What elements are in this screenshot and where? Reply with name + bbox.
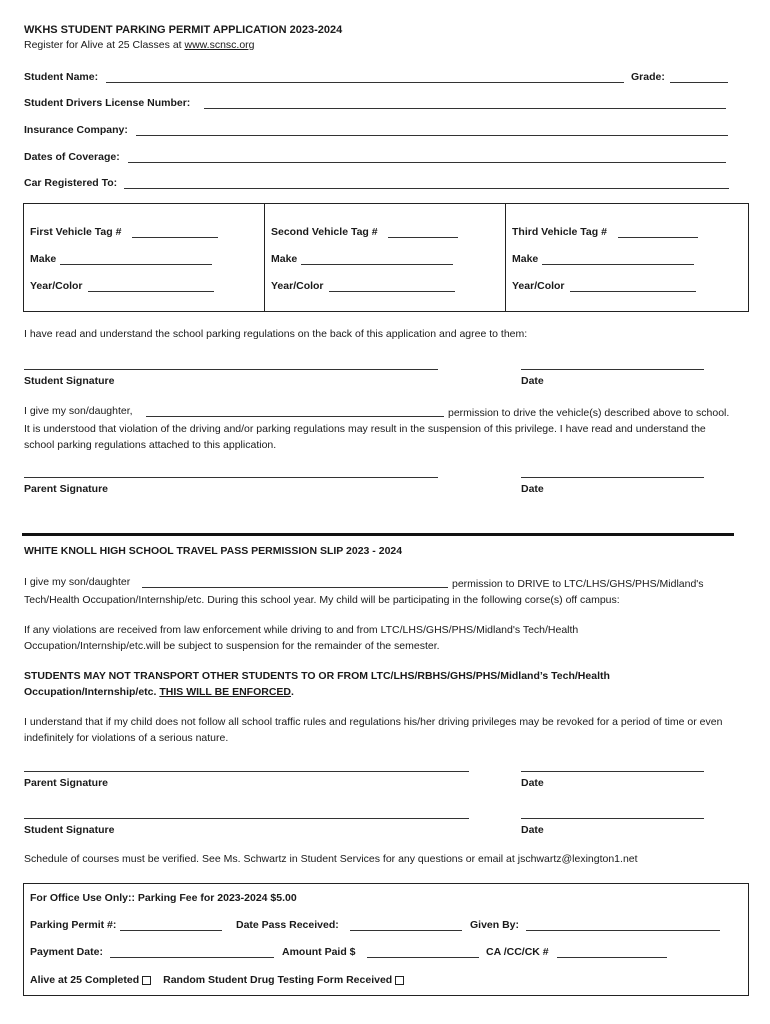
vehicle-2-year-label: Year/Color (271, 280, 324, 292)
form-title: WKHS STUDENT PARKING PERMIT APPLICATION 2023-2024 (24, 24, 343, 36)
date-label-2: Date (521, 483, 544, 495)
parent-permission-text: permission to drive the vehicle(s) described above to school. It is understood that violation of the driving and/or parking regulations may result in the suspension of this privilege. I have read and understand the school parking regulations attached to this application. (24, 407, 730, 451)
parking-permit-label: Parking Permit #: (30, 919, 117, 931)
vehicle-1-year-field[interactable] (88, 291, 214, 292)
date-pass-field[interactable] (350, 930, 462, 931)
date-label-1: Date (521, 375, 544, 387)
website-link[interactable]: www.scnsc.org (184, 39, 255, 51)
registered-label: Car Registered To: (24, 177, 118, 189)
date-label-3: Date (521, 777, 544, 789)
vehicle-3-year-field[interactable] (570, 291, 696, 292)
insurance-label: Insurance Company: (24, 124, 128, 136)
grade-field[interactable] (670, 82, 728, 83)
schedule-note: Schedule of courses must be verified. See Ms. Schwartz in Student Services for any questions or email at jschwartz@lexington1.net (24, 853, 638, 865)
student-date-field-2[interactable] (521, 818, 704, 819)
ca-cc-ck-field[interactable] (557, 957, 667, 958)
vehicle-table (23, 203, 749, 312)
form-subtitle (24, 39, 255, 51)
vehicle-2-tag-field[interactable] (388, 237, 458, 238)
vehicle-1-make-label: Make (30, 253, 57, 265)
registered-field[interactable] (124, 188, 729, 189)
license-field[interactable] (204, 108, 726, 109)
amount-paid-label: Amount Paid $ (282, 946, 356, 958)
alive-at-25-label: Alive at 25 Completed (30, 974, 140, 986)
vehicle-1-tag-field[interactable] (132, 237, 218, 238)
parent-signature-label-2: Parent Signature (24, 777, 109, 789)
student-signature-field-2[interactable] (24, 818, 469, 819)
travel-permission-text: permission to DRIVE to LTC/LHS/GHS/PHS/Midland's Tech/Health Occupation/Internship/etc. During this school year. My child will be participating in the following corse(s) off campus: (24, 578, 704, 606)
vehicle-divider-2 (505, 203, 506, 312)
parent-signature-field-2[interactable] (24, 771, 469, 772)
parent-date-field-2[interactable] (521, 771, 704, 772)
vehicle-2-tag-label: Second Vehicle Tag # (271, 226, 378, 238)
revocation-text: I understand that if my child does not follow all school traffic rules and regulations his/her driving privileges may be revoked for a period of time or even indefinitely for violations of a serious nature. (24, 716, 723, 744)
vehicle-3-tag-field[interactable] (618, 237, 698, 238)
travel-pass-title: WHITE KNOLL HIGH SCHOOL TRAVEL PASS PERMISSION SLIP 2023 - 2024 (24, 545, 403, 557)
vehicle-2-make-label: Make (271, 253, 298, 265)
vehicle-3-make-label: Make (512, 253, 539, 265)
coverage-label: Dates of Coverage: (24, 151, 120, 163)
license-label: Student Drivers License Number: (24, 97, 191, 109)
transport-warning: STUDENTS MAY NOT TRANSPORT OTHER STUDENTS TO OR FROM LTC/LHS/RBHS/GHS/PHS/Midland’s Tech/Health Occupation/Internship/etc. THIS WILL BE ENFORCED. (24, 670, 610, 698)
drug-test-checkbox[interactable] (395, 976, 404, 985)
agreement-text: I have read and understand the school parking regulations on the back of this application and agree to them: (24, 328, 528, 340)
alive-at-25-checkbox[interactable] (142, 976, 151, 985)
travel-intro: I give my son/daughter (24, 576, 131, 588)
vehicle-2-year-field[interactable] (329, 291, 455, 292)
insurance-field[interactable] (136, 135, 728, 136)
violations-text: If any violations are received from law enforcement while driving to and from LTC/LHS/GHS/PHS/Midland's Tech/Health Occupation/Internship/etc.will be subject to suspension for the remainder of the semester. (24, 624, 579, 652)
given-by-label: Given By: (470, 919, 520, 931)
parking-permit-field[interactable] (120, 930, 222, 931)
vehicle-divider-1 (264, 203, 265, 312)
student-signature-field-1[interactable] (24, 369, 438, 370)
office-title: For Office Use Only:: Parking Fee for 2023-2024 $5.00 (30, 892, 297, 904)
coverage-field[interactable] (128, 162, 726, 163)
parent-signature-field-1[interactable] (24, 477, 438, 478)
amount-paid-field[interactable] (367, 957, 479, 958)
payment-date-label: Payment Date: (30, 946, 103, 958)
date-label-4: Date (521, 824, 544, 836)
given-by-field[interactable] (526, 930, 720, 931)
vehicle-2-make-field[interactable] (301, 264, 453, 265)
student-signature-label-2: Student Signature (24, 824, 115, 836)
grade-label: Grade: (631, 71, 665, 83)
coverage-label-text: Dates of Coverage (24, 151, 117, 163)
student-signature-label-1: Student Signature (24, 375, 115, 387)
student-name-field[interactable] (106, 82, 624, 83)
drug-test-label: Random Student Drug Testing Form Received (163, 974, 393, 986)
vehicle-1-year-label: Year/Color (30, 280, 83, 292)
subtitle-text: Register for Alive at 25 Classes at (24, 39, 185, 51)
section-divider (22, 533, 734, 536)
vehicle-1-make-field[interactable] (60, 264, 212, 265)
vehicle-1-tag-label: First Vehicle Tag # (30, 226, 122, 238)
registered-label-text: Car Registered To (24, 177, 114, 189)
office-checkboxes (30, 974, 416, 986)
ca-cc-ck-label: CA /CC/CK # (486, 946, 549, 958)
parent-signature-label-1: Parent Signature (24, 483, 109, 495)
enforced-text: THIS WILL BE ENFORCED (159, 686, 291, 698)
date-pass-label: Date Pass Received: (236, 919, 339, 931)
parent-date-field-1[interactable] (521, 477, 704, 478)
student-date-field-1[interactable] (521, 369, 704, 370)
student-name-label: Student Name: (24, 71, 99, 83)
parent-permission-intro: I give my son/daughter, (24, 405, 133, 417)
transport-warning-text: STUDENTS MAY NOT TRANSPORT OTHER STUDENTS TO OR FROM LTC/LHS/RBHS/GHS/PHS/Midland’s Tech/Health Occupation/Internship/etc. (24, 670, 610, 698)
vehicle-3-make-field[interactable] (542, 264, 694, 265)
payment-date-field[interactable] (110, 957, 274, 958)
vehicle-3-year-label: Year/Color (512, 280, 565, 292)
vehicle-3-tag-label: Third Vehicle Tag # (512, 226, 607, 238)
